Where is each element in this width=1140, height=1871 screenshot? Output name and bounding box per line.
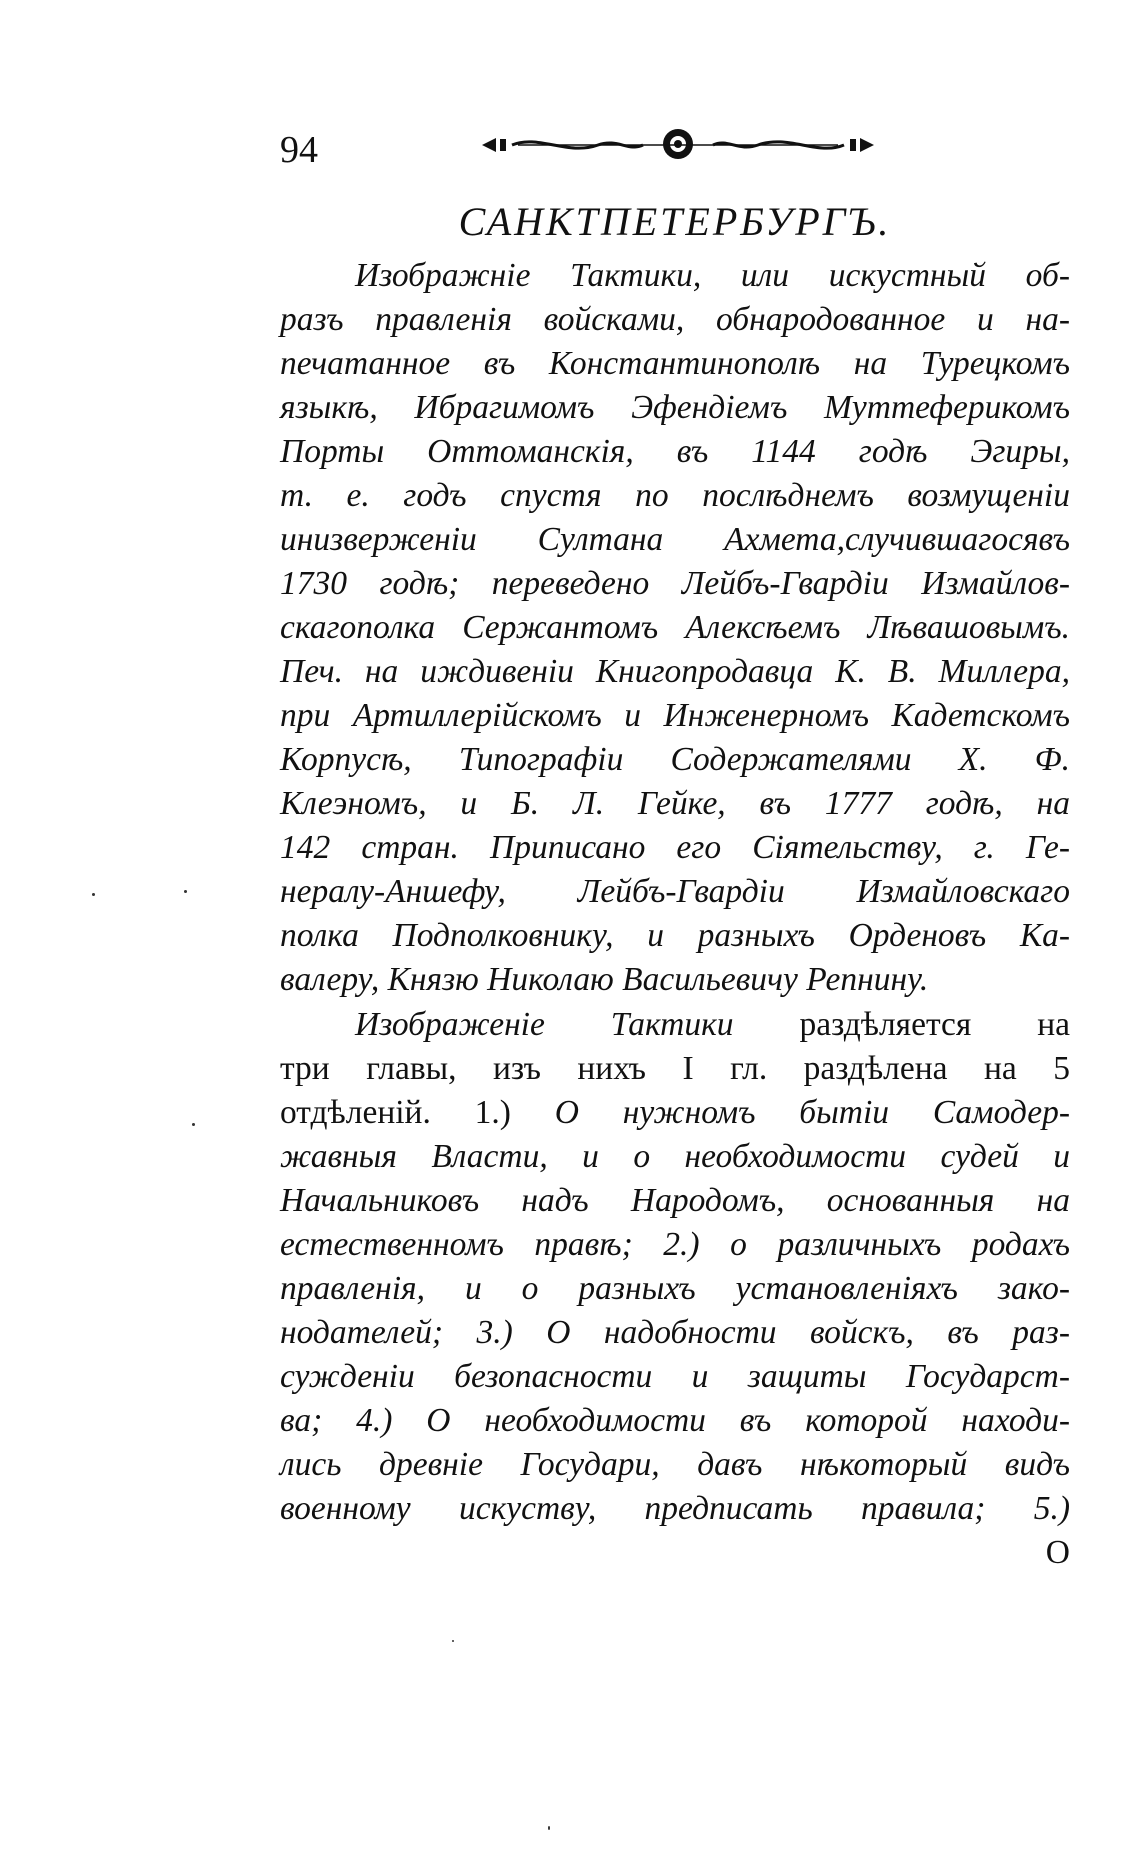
text-line: Печ. на иждивенiи Книгопродавца К. В. Миллера, <box>280 653 1070 690</box>
text-line: правленiя, и о разныхъ установленiяхъ зако- <box>280 1270 1070 1307</box>
text-line: жавныя Власти, и о необходимости судей и <box>280 1138 1070 1175</box>
text-line: нодателей; 3.) О надобности войскъ, въ раз- <box>280 1314 1070 1351</box>
text-line: при Артиллерiйскомъ и Инженерномъ Кадетскомъ <box>280 697 1070 734</box>
text-run: раздѣляется на <box>799 1006 1070 1043</box>
text-line: 1730 годѣ; переведено Лейбъ-Гвардiи Измайлов- <box>280 565 1070 602</box>
text-run: отдѣленiй. 1.) <box>280 1094 511 1131</box>
text-line: ва; 4.) О необходимости въ которой находи- <box>280 1402 1070 1439</box>
text-run: О нужномъ бытiи Самодер- <box>554 1094 1071 1131</box>
text-line <box>280 1091 1070 1135</box>
text-run: Изображенiе Тактики <box>355 1006 734 1043</box>
text-line: естественномъ правѣ; 2.) о различныхъ родахъ <box>280 1226 1070 1263</box>
text-line: Клеэномъ, и Б. Л. Гейке, въ 1777 годѣ, на <box>280 785 1070 822</box>
text-line: разъ правленiя войсками, обнародованное и на- <box>280 301 1070 338</box>
text-line: валеру, Князю Николаю Васильевичу Репнину. <box>280 961 929 998</box>
text-line: скагополка Сержантомъ Алексѣемъ Лѣвашовымъ. <box>280 609 1070 646</box>
text-line: т. е. годъ спустя по послѣднемъ возмущенiи <box>280 477 1070 514</box>
text-line: Начальниковъ надъ Народомъ, основанныя на <box>280 1182 1070 1219</box>
catchword: О <box>1045 1534 1070 1571</box>
text-line <box>355 1003 1070 1047</box>
text-line: Порты Оттоманскiя, въ 1144 годѣ Эгиры, <box>280 433 1070 470</box>
text-line: языкѣ, Ибрагимомъ Эфендiемъ Муттеферикомъ <box>280 389 1070 426</box>
text-line: сужденiи безопасности и защиты Государст- <box>280 1358 1070 1395</box>
text-line: Корпусѣ, Типографiи Содержателями Х. Ф. <box>280 741 1070 778</box>
header-ornament <box>478 124 878 164</box>
section-heading: САНКТПЕТЕРБУРГЪ. <box>458 199 892 244</box>
text-line: нералу-Аншефу, Лейбъ-Гвардiи Измайловскаго <box>280 873 1070 910</box>
page-number: 94 <box>280 129 318 171</box>
text-line: три главы, изъ нихъ I гл. раздѣлена на 5 <box>280 1050 1070 1087</box>
text-line: лись древнiе Государи, давъ нѣкоторый видъ <box>280 1446 1070 1483</box>
text-line: Изображнiе Тактики, или искустный об- <box>355 257 1070 294</box>
text-line: инизверженiи Султана Ахмета,случившагосявъ <box>280 521 1070 558</box>
text-line: печатанное въ Константинополѣ на Турецкомъ <box>280 345 1070 382</box>
text-line: 142 стран. Приписано его Сiятельству, г. Ге- <box>280 829 1070 866</box>
text-line: военному искуству, предписать правила; 5.) <box>280 1490 1070 1527</box>
text-line: полка Подполковнику, и разныхъ Орденовъ Ка- <box>280 917 1070 954</box>
